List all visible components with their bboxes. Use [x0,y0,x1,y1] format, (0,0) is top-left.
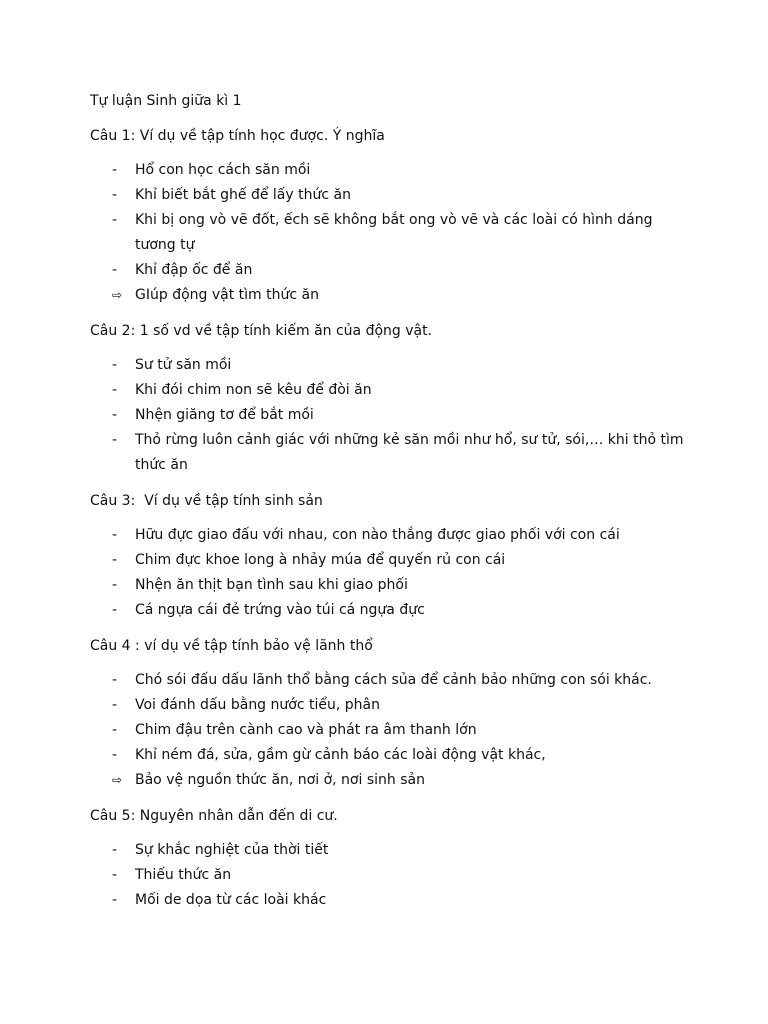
list-item [90,743,690,768]
list-item-text: Mối de dọa từ các loài khác [135,892,327,908]
list-item [90,403,690,428]
list-item-text: GIúp động vật tìm thức ăn [135,287,319,303]
list-item-text: Nhện ăn thịt bạn tình sau khi giao phối [135,577,408,593]
list-item [90,208,690,258]
question-3 [90,489,690,623]
dash-marker: - [112,722,118,738]
dash-marker: - [112,432,118,448]
list-item [90,598,690,623]
list-item [90,888,690,913]
question-5 [90,804,690,913]
list-item [90,863,690,888]
list-item-text: Khi đói chim non sẽ kêu để đòi ăn [135,382,372,398]
list-item-text: Khỉ ném đá, sửa, gầm gừ cảnh báo các loài động vật khác, [135,747,546,763]
dash-marker: - [112,747,118,763]
answer-list [90,353,690,478]
list-item-text: Chim đực khoe long à nhảy múa để quyến rủ con cái [135,552,506,568]
dash-marker: - [112,672,118,688]
answer-list [90,523,690,623]
question-heading: Câu 5: Nguyên nhân dẫn đến di cư. [90,808,338,824]
list-item [90,183,690,208]
list-item-text: Thiếu thức ăn [135,867,232,883]
dash-marker: - [112,162,118,178]
list-item-text: Nhện giăng tơ để bắt mồi [135,407,314,423]
document-page [90,89,690,913]
dash-marker: - [112,602,118,618]
list-item-text: Hữu đực giao đấu với nhau, con nào thắng được giao phối với con cái [135,527,620,543]
dash-marker: - [112,552,118,568]
list-item [90,258,690,283]
dash-marker: - [112,212,118,228]
list-item [90,353,690,378]
dash-marker: - [112,842,118,858]
list-item-text: Hổ con học cách săn mồi [135,162,311,178]
dash-marker: - [112,187,118,203]
list-item-text: Chó sói đấu dấu lãnh thổ bằng cách sủa để cảnh bảo những con sói khác. [135,672,652,688]
list-item-text: Cá ngựa cái đẻ trứng vào túi cá ngựa đực [135,602,425,618]
question-4 [90,634,690,793]
dash-marker: - [112,577,118,593]
list-item [90,523,690,548]
list-item [90,693,690,718]
list-item [90,378,690,403]
list-item [90,573,690,598]
list-item [90,668,690,693]
question-heading: Câu 3: Ví dụ về tập tính sinh sản [90,493,323,509]
list-item-text: Khỉ biết bắt ghế để lấy thức ăn [135,187,351,203]
arrow-right-icon: ⇨ [112,773,123,787]
list-item-text: Voi đánh dấu bằng nước tiểu, phân [135,697,380,713]
dash-marker: - [112,262,118,278]
arrow-right-icon: ⇨ [112,288,123,302]
question-heading: Câu 2: 1 số vd về tập tính kiếm ăn của động vật. [90,323,433,339]
list-item-text: Thỏ rừng luôn cảnh giác với những kẻ săn mồi như hổ, sư tử, sói,… khi thỏ tìm thức ăn [135,432,684,473]
dash-marker: - [112,697,118,713]
list-item-text: Chim đậu trên cành cao và phát ra âm thanh lớn [135,722,477,738]
dash-marker: - [112,527,118,543]
list-item [90,838,690,863]
dash-marker: - [112,357,118,373]
list-item-text: Bảo vệ nguồn thức ăn, nơi ở, nơi sinh sản [135,772,425,788]
question-1 [90,124,690,308]
question-2 [90,319,690,478]
dash-marker: - [112,407,118,423]
list-item-text: Khỉ đập ốc để ăn [135,262,253,278]
list-item [90,548,690,573]
answer-list [90,838,690,913]
answer-list [90,158,690,308]
dash-marker: - [112,382,118,398]
list-item [90,768,690,793]
list-item-text: Khi bị ong vò vẽ đốt, ếch sẽ không bắt ong vò vẽ và các loài có hình dáng tương tự [135,212,653,253]
list-item-text: Sự khắc nghiệt của thời tiết [135,842,329,858]
question-heading: Câu 4 : ví dụ về tập tính bảo vệ lãnh thổ [90,638,373,654]
question-heading: Câu 1: Ví dụ về tập tính học được. Ý nghĩa [90,128,385,144]
list-item [90,718,690,743]
document-title: Tự luận Sinh giữa kì 1 [90,93,242,109]
list-item-text: Sư tử săn mồi [135,357,232,373]
list-item [90,428,690,478]
dash-marker: - [112,892,118,908]
list-item [90,283,690,308]
answer-list [90,668,690,793]
dash-marker: - [112,867,118,883]
list-item [90,158,690,183]
